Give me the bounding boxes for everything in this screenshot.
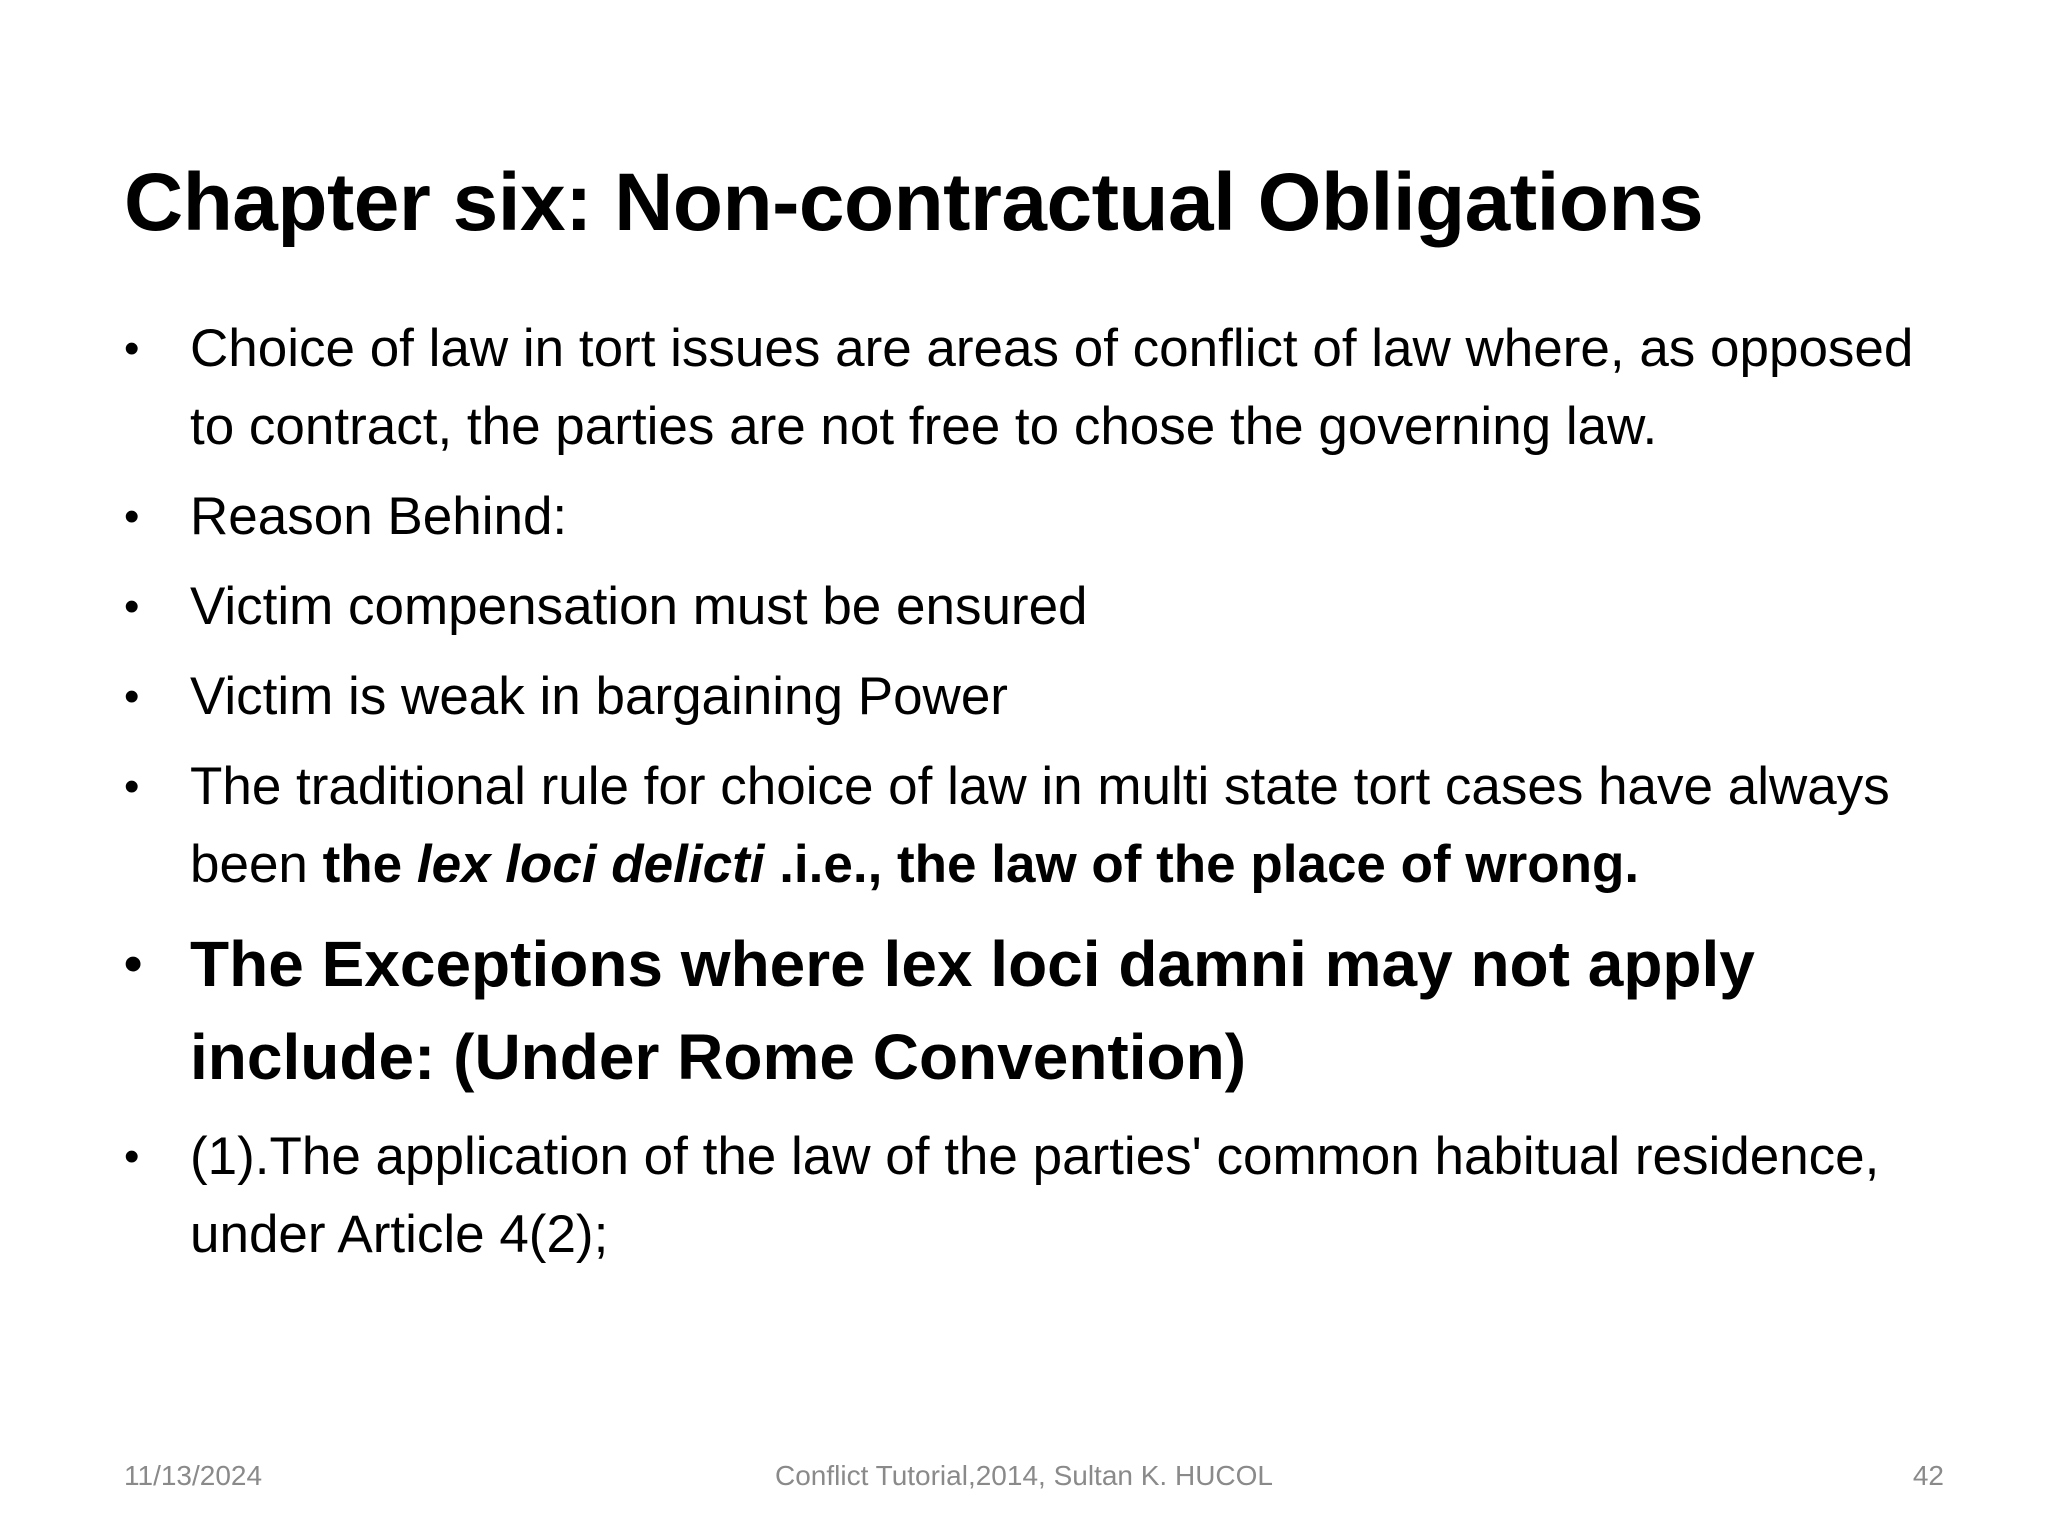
bullet-icon: • — [124, 582, 140, 631]
bullet-text: Victim compensation must be ensured — [190, 577, 1088, 636]
bullet-item-exceptions-heading — [124, 918, 1964, 1104]
footer-title: Conflict Tutorial,2014, Sultan K. HUCOL — [774, 1460, 1273, 1491]
bullet-icon: • — [124, 935, 143, 993]
slide-number: 42 — [1912, 1460, 1944, 1491]
bullet-item-traditional-rule — [124, 748, 1964, 904]
bullet-icon: • — [124, 1132, 140, 1181]
bullet-text-plain: The traditional rule for choice of law in multi state tort cases have always been — [190, 757, 1890, 894]
bullet-icon: • — [124, 492, 140, 541]
bullet-text-bold: .i.e., the law of the place of wrong. — [764, 835, 1640, 894]
bullet-text-bold: the — [322, 835, 417, 894]
bullet-text: (1).The application of the law of the parties' common habitual residence, under Article 4(2); — [190, 1127, 1880, 1264]
bullet-item-choice-of-law — [124, 310, 1964, 466]
bullet-icon: • — [124, 324, 140, 373]
bullet-icon: • — [124, 762, 140, 811]
bullet-item-victim-weak — [124, 658, 1964, 736]
bullet-list — [124, 310, 1964, 1286]
bullet-text: Choice of law in tort issues are areas of conflict of law where, as opposed to contract, the parties are not free to chose the governing law. — [190, 319, 1914, 456]
slide-title: Chapter six: Non-contractual Obligations — [124, 157, 1704, 248]
bullet-text-bold-italic: lex loci delicti — [416, 835, 765, 894]
bullet-item-reason-behind — [124, 478, 1964, 556]
bullet-item-habitual-residence — [124, 1118, 1964, 1274]
bullet-item-victim-compensation — [124, 568, 1964, 646]
footer-date: 11/13/2024 — [124, 1460, 263, 1491]
bullet-icon: • — [124, 672, 140, 721]
bullet-text: Reason Behind: — [190, 487, 568, 546]
bullet-text: Victim is weak in bargaining Power — [190, 667, 1008, 726]
bullet-text: The Exceptions where lex loci damni may not apply include: (Under Rome Convention) — [190, 928, 1755, 1093]
